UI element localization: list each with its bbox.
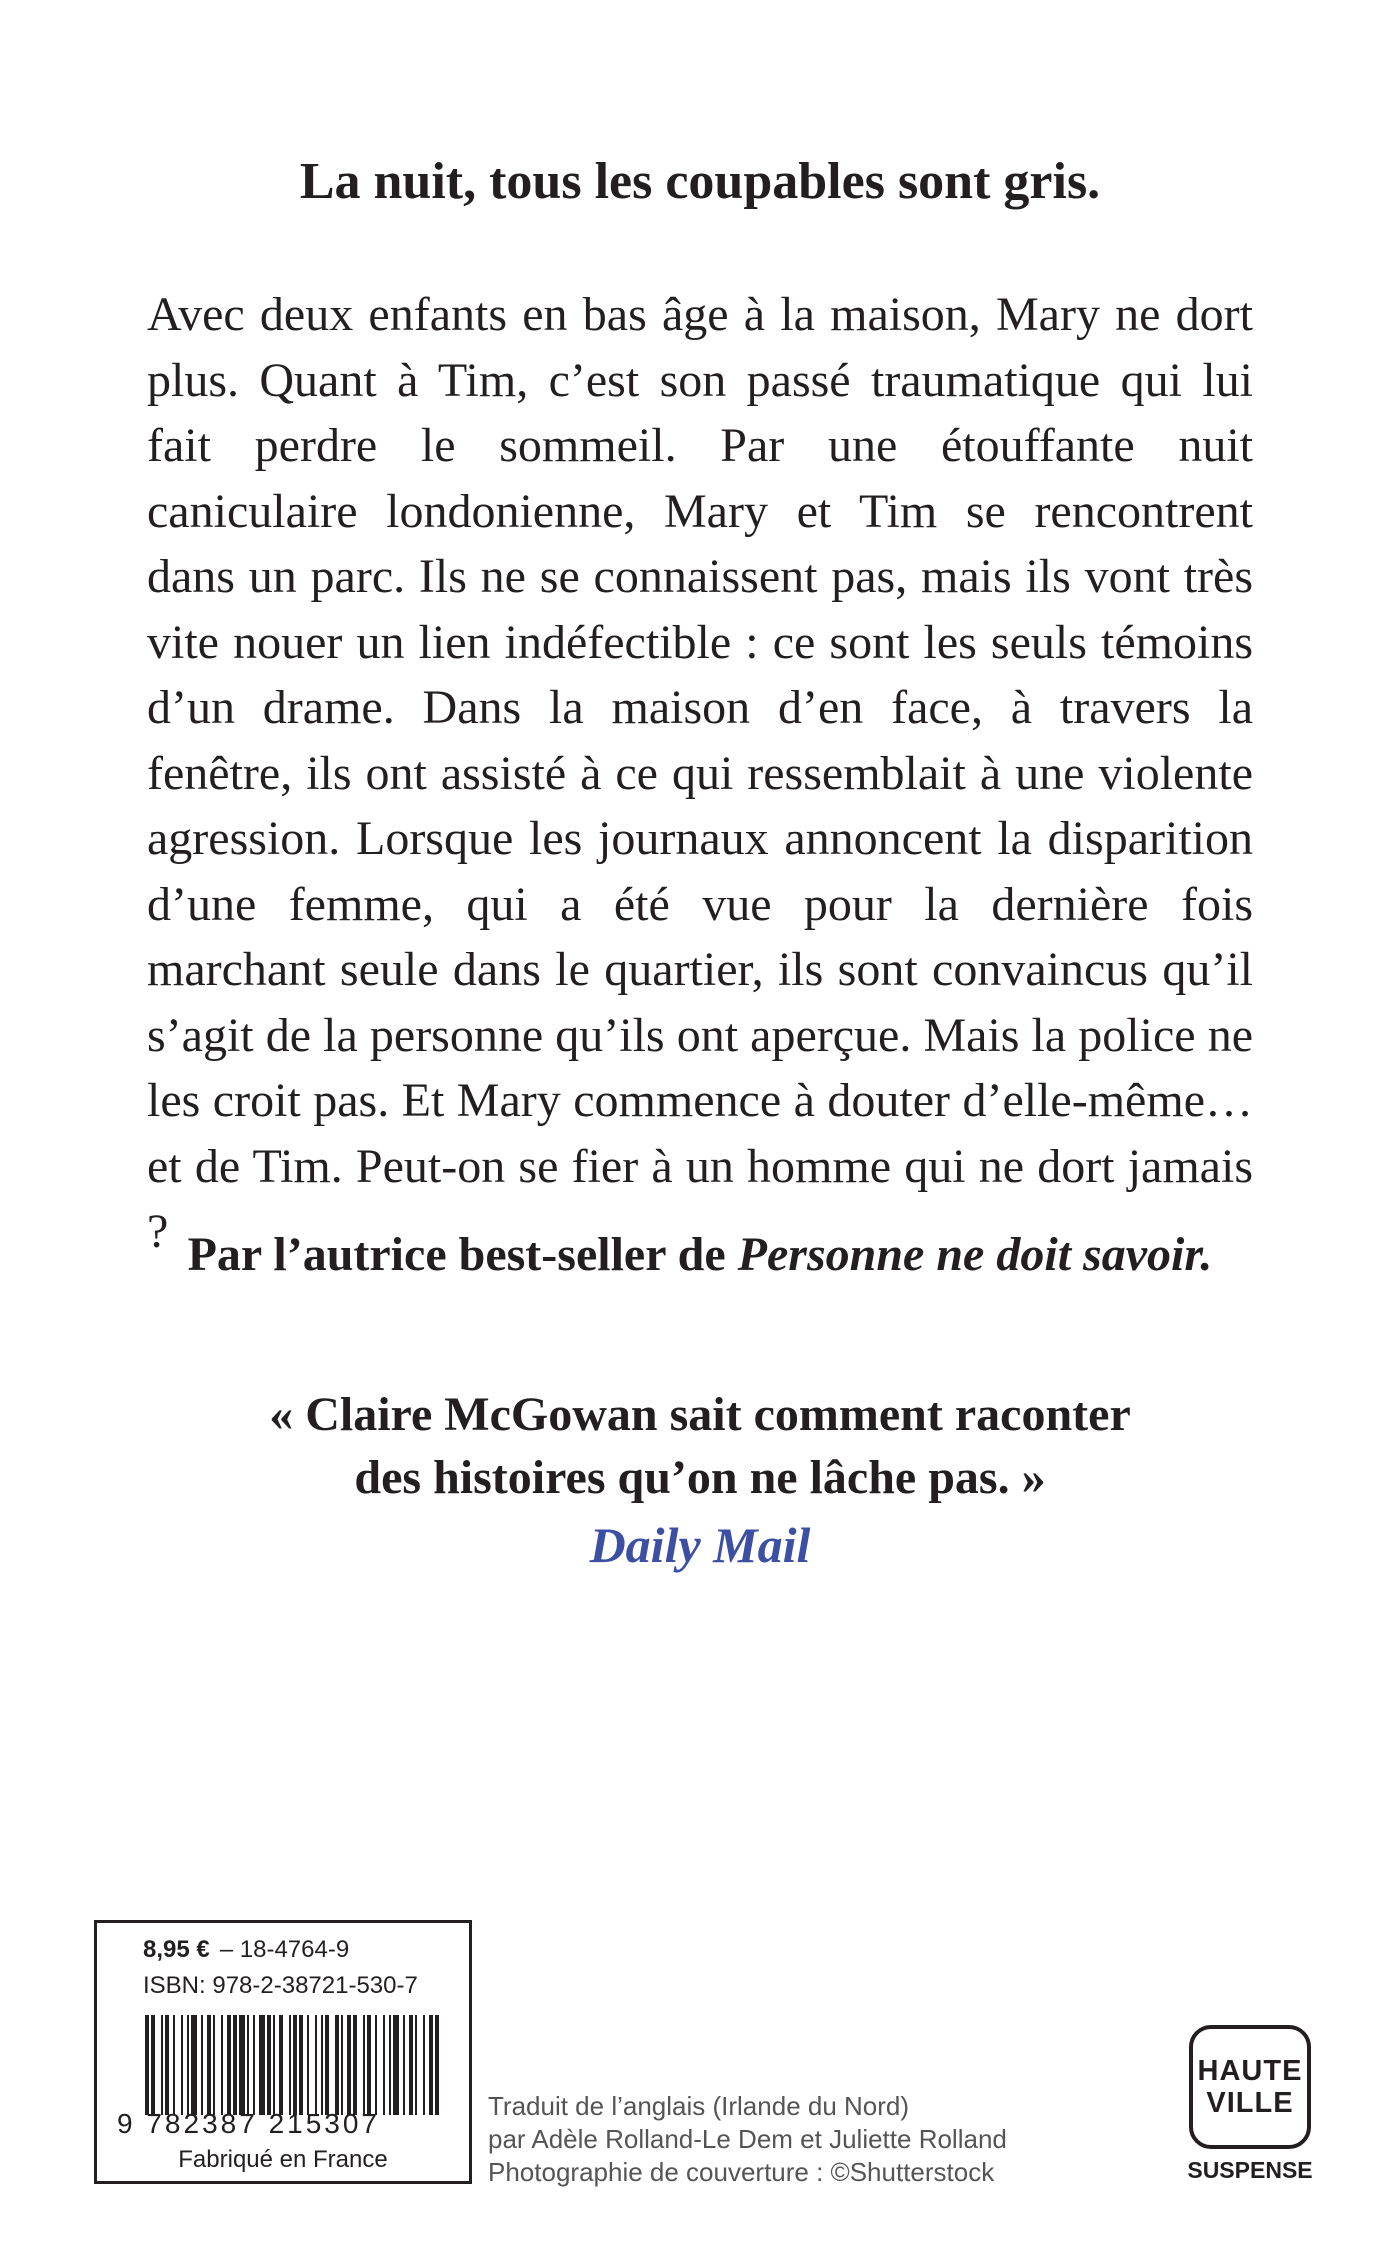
quote-line-2: des histoires qu’on ne lâche pas. » (354, 1451, 1046, 1504)
credit-line-translation: Traduit de l’anglais (Irlande du Nord) (488, 2091, 910, 2121)
publisher-name-line-1: HAUTE (1197, 2055, 1303, 2087)
back-cover-blurb: Avec deux enfants en bas âge à la maison, Mary ne dort plus. Quant à Tim, c’est son passé traumatique qui lui fait perdre le sommeil. Par une étouffante nuit caniculaire londonienne, Mary et Tim se rencontrent dans un parc. Ils ne se connaissent pas, mais ils vont très vite nouer un lien indéfectible : ce sont les seuls témoins d’un drame. Dans la maison d’en face, à travers la fenêtre, ils ont assisté à ce qui ressemblait à une violente agression. Lorsque les journaux annoncent la disparition d’une femme, qui a été vue pour la dernière fois marchant seule dans le quartier, ils sont convaincus qu’il s’agit de la personne qu’ils ont aperçue. Mais la police ne les croit pas. Et Mary commence à douter d’elle-même… et de Tim. Peut-on se fier à un homme qui ne dort jamais ? (147, 288, 1253, 1258)
publisher-collection: SUSPENSE (1187, 2157, 1313, 2183)
made-in-label: Fabriqué en France (178, 2146, 388, 2173)
byline-prefix: Par l’autrice best-seller de (187, 1228, 738, 1281)
press-quote (0, 1383, 1400, 1509)
product-reference: – 18-4764-9 (219, 1936, 350, 1963)
barcode-icon (143, 2015, 443, 2115)
quote-line-1: « Claire McGowan sait comment raconter (269, 1388, 1131, 1441)
price-line (143, 1935, 349, 1965)
isbn: ISBN: 978-2-38721-530-7 (143, 1972, 418, 1999)
publisher-name-line-2: VILLE (1206, 2087, 1294, 2119)
price: 8,95 € (143, 1936, 210, 1963)
credits (488, 2090, 1007, 2189)
byline-book-title: Personne ne doit savoir. (737, 1228, 1213, 1281)
publisher-logo-box (1189, 2025, 1311, 2149)
headline: La nuit, tous les coupables sont gris. (299, 153, 1101, 210)
credit-line-photo: Photographie de couverture : ©Shutterstock (488, 2157, 995, 2187)
quote-source: Daily Mail (589, 1517, 811, 1573)
publisher-logo (1183, 2025, 1325, 2185)
barcode-panel (94, 1920, 472, 2184)
credit-line-translators: par Adèle Rolland-Le Dem et Juliette Rolland (488, 2124, 1007, 2154)
barcode-digits: 9 782387 215307 (117, 2108, 380, 2139)
author-byline (0, 1225, 1400, 1285)
